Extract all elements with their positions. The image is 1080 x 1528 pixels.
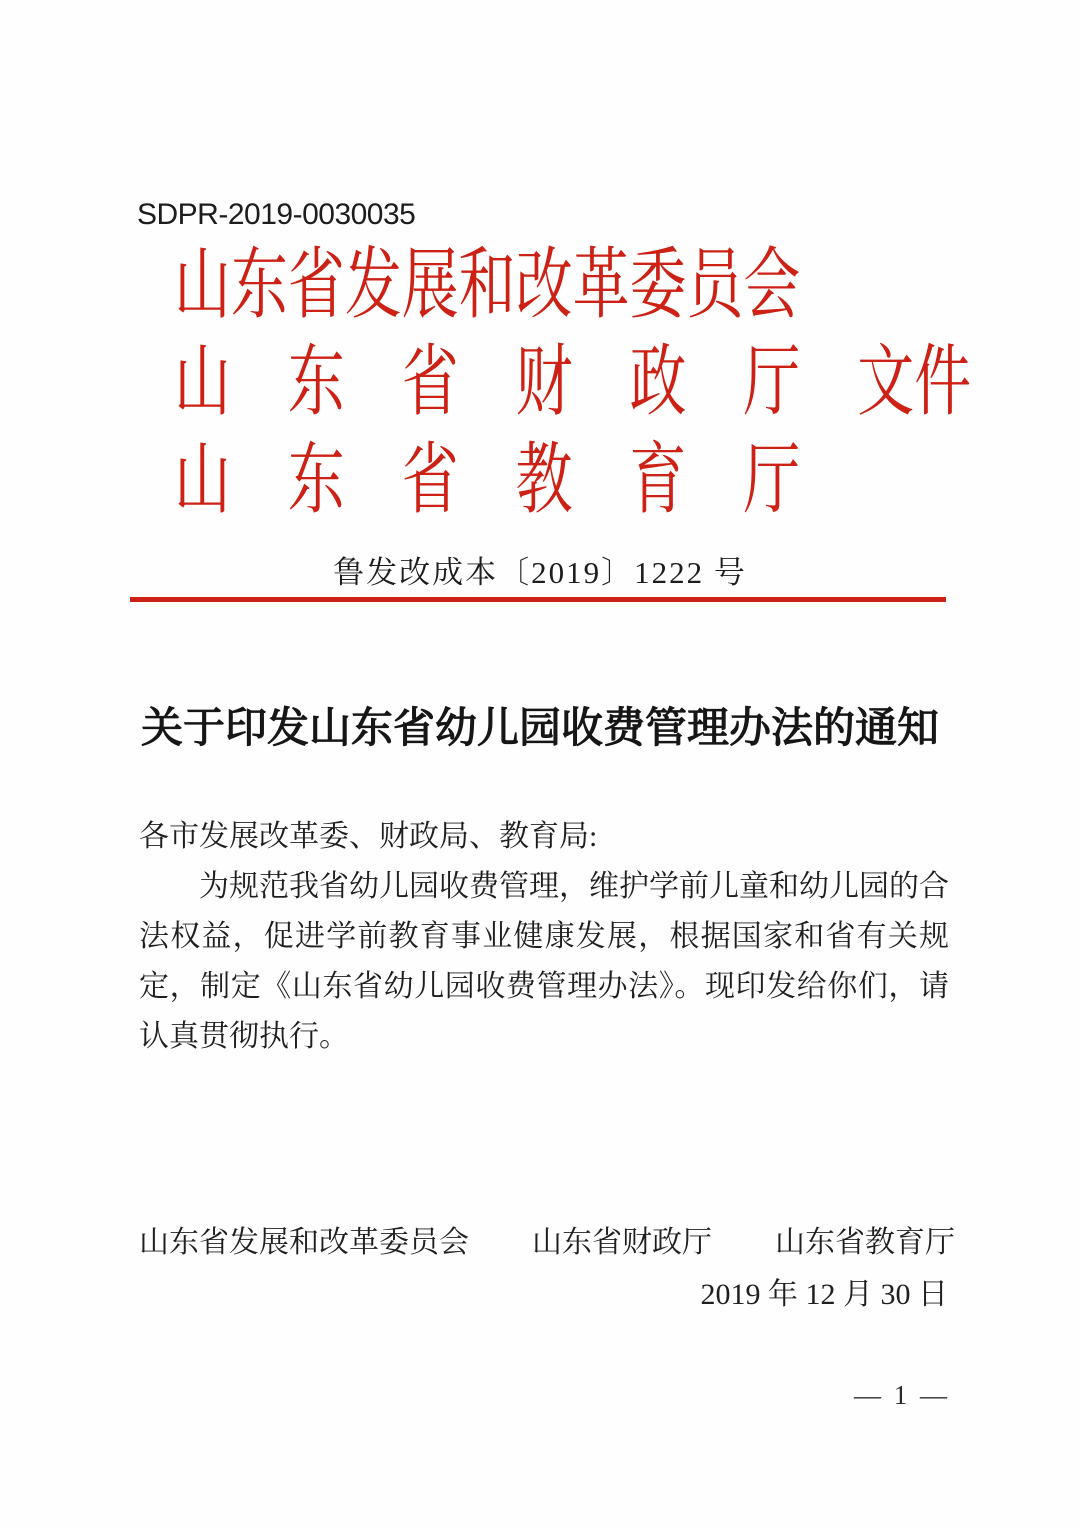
doc-code: SDPR-2019-0030035 (137, 198, 416, 231)
doc-number: 鲁发改成本〔2019〕1222 号 (333, 555, 747, 590)
letterhead-line-1: 山东省发展和改革委员会 (174, 241, 801, 328)
signature-row (139, 1226, 955, 1260)
document-title: 关于印发山东省幼儿园收费管理办法的通知 (140, 704, 939, 751)
salutation: 各市发展改革委、财政局、教育局: (139, 820, 598, 853)
letterhead-line-2: 山 东 省 财 政 厅 文件 (174, 338, 972, 425)
body-paragraph: 为规范我省幼儿园收费管理，维护学前儿童和幼儿园的合法权益，促进学前教育事业健康发展，根据国家和省有关规定，制定《山东省幼儿园收费管理办法》。现印发给你们，请认真贯彻执行。 (139, 870, 949, 1053)
document-body (139, 812, 949, 1062)
page-number: — 1 — (854, 1380, 950, 1410)
signature-agency-2: 山东省财政厅 (532, 1226, 712, 1259)
signature-agency-3: 山东省教育厅 (775, 1226, 955, 1259)
red-divider-rule (130, 597, 946, 602)
document-date: 2019 年 12 月 30 日 (700, 1278, 948, 1311)
signature-agency-1: 山东省发展和改革委员会 (139, 1226, 469, 1259)
letterhead-line-3: 山 东 省 教 育 厅 (174, 436, 801, 523)
